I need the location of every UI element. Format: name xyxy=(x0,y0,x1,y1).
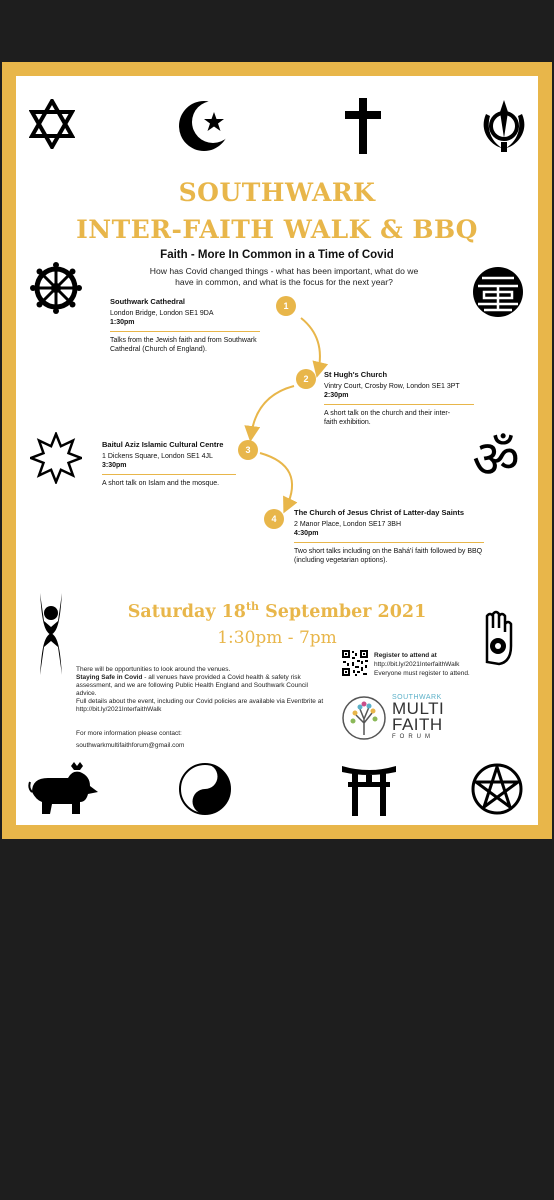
pentacle-icon xyxy=(470,762,524,816)
stop-2-divider xyxy=(324,404,474,405)
stop-1-number: 1 xyxy=(276,296,296,316)
stop-4-divider xyxy=(294,542,484,543)
stop-3-divider xyxy=(102,474,236,475)
arrow-2-to-3 xyxy=(251,386,294,436)
event-date-suffix: th xyxy=(245,600,260,613)
info-safety xyxy=(76,674,326,698)
stop-4-name: The Church of Jesus Christ of Latter-day Saints xyxy=(294,508,465,517)
event-info xyxy=(76,666,326,714)
stop-3 xyxy=(102,440,236,488)
lion-crown-icon xyxy=(28,762,100,816)
event-date-day: Saturday 18 xyxy=(127,601,246,622)
poster-content xyxy=(16,76,538,825)
yin-yang-icon xyxy=(178,762,232,816)
title-line-1: SOUTHWARK xyxy=(178,178,376,207)
torii-icon xyxy=(342,762,396,816)
logo-line-2: MULTI xyxy=(392,699,445,718)
info-safety-text: - all venues have provided a Covid health & safety risk assessment, and we are following Public Health England and Southwark Council advice. xyxy=(76,674,308,697)
contact-email[interactable]: southwarkmultifaithforum@gmail.com xyxy=(76,742,185,749)
stop-2-address: Vintry Court, Crosby Row, London SE1 3PT xyxy=(324,382,460,390)
register-note: Everyone must register to attend. xyxy=(374,670,470,677)
stop-4-number: 4 xyxy=(264,509,284,529)
stop-4-address: 2 Manor Place, London SE17 3BH xyxy=(294,520,402,528)
stop-4-time: 4:30pm xyxy=(294,530,319,537)
register-title: Register to attend at xyxy=(374,652,437,659)
contact-label: For more information please contact: xyxy=(76,730,182,737)
title-line-2: INTER-FAITH WALK & BBQ xyxy=(76,215,478,244)
stop-1-time: 1:30pm xyxy=(110,319,135,326)
register-block xyxy=(374,651,470,678)
stop-4 xyxy=(294,508,484,566)
register-url[interactable]: http://bit.ly/2021InterfaithWalk xyxy=(374,661,460,668)
info-safety-label: Staying Safe in Covid xyxy=(76,674,143,681)
poster-border xyxy=(2,62,552,839)
event-hours: 1:30pm - 7pm xyxy=(217,628,337,648)
stop-1-name: Southwark Cathedral xyxy=(110,297,186,306)
info-venues: There will be opportunities to look around the venues. xyxy=(76,666,231,673)
stop-3-number: 3 xyxy=(238,440,258,460)
stop-3-name: Baitul Aziz Islamic Cultural Centre xyxy=(102,440,224,449)
stop-3-description: A short talk on Islam and the mosque. xyxy=(102,479,220,487)
subtitle: Faith - More In Common in a Time of Covid xyxy=(160,249,394,261)
stop-2-time: 2:30pm xyxy=(324,392,349,399)
logo-line-3: FAITH xyxy=(392,715,443,734)
stop-2-name: St Hugh's Church xyxy=(324,370,388,379)
stop-2-number: 2 xyxy=(296,369,316,389)
multifaith-forum-wordmark xyxy=(392,694,444,740)
stop-1 xyxy=(110,297,260,355)
stop-3-time: 3:30pm xyxy=(102,462,127,469)
stop-1-address: London Bridge, London SE1 9DA xyxy=(110,309,214,317)
stop-1-divider xyxy=(110,331,260,332)
event-date-month-year: September 2021 xyxy=(259,601,427,622)
arrow-1-to-2 xyxy=(301,318,320,372)
event-date xyxy=(16,600,538,622)
stop-4-description: Two short talks including on the Bahá'í faith followed by BBQ (including vegetarian options). xyxy=(294,547,483,564)
logo-line-4: FORUM xyxy=(392,734,434,740)
qr-code[interactable] xyxy=(341,649,369,677)
info-details: Full details about the event, including our Covid policies are available via Eventbrite at http://bit.ly/2021InterfaithWalk xyxy=(76,698,324,713)
stop-3-address: 1 Dickens Square, London SE1 4JL xyxy=(102,452,213,460)
om-icon: ॐ xyxy=(472,430,520,490)
tree-logo-icon xyxy=(341,695,387,741)
contact-block xyxy=(76,728,184,752)
logo-line-1: SOUTHWARK xyxy=(392,694,442,701)
stop-2-description: A short talk on the church and their inter-faith exhibition. xyxy=(324,409,451,426)
stop-2 xyxy=(324,370,474,428)
intro-question: How has Covid changed things - what has been important, what do we have in common, and what is the focus for the next year? xyxy=(149,266,419,287)
arrow-3-to-4 xyxy=(260,453,292,508)
stop-1-description: Talks from the Jewish faith and from Southwark Cathedral (Church of England). xyxy=(110,336,257,353)
